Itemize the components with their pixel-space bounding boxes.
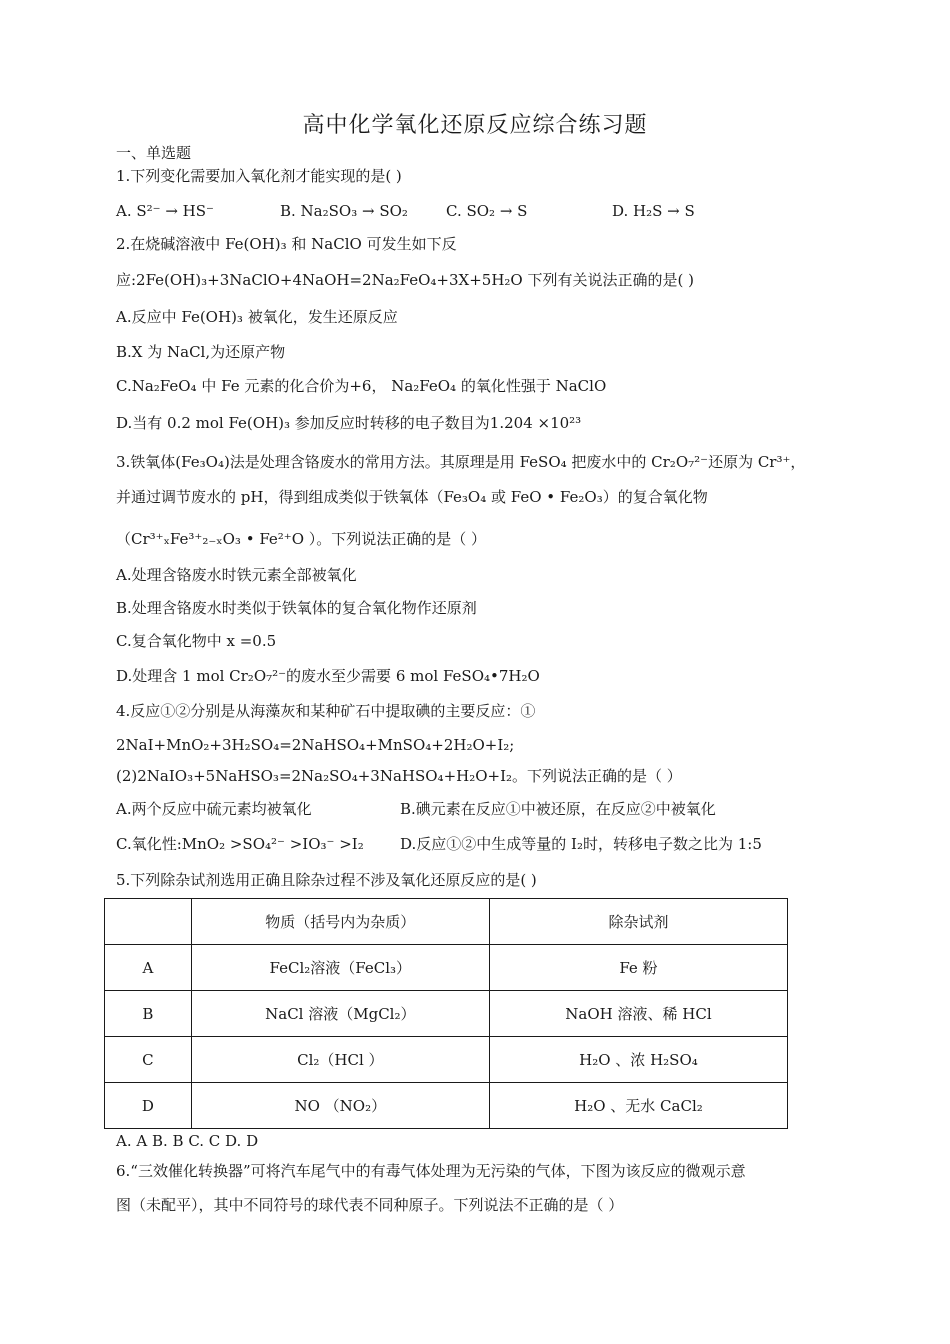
table-cell: Cl₂（HCl ） <box>191 1037 489 1083</box>
q5-stem: 5.下列除杂试剂选用正确且除杂过程不涉及氧化还原反应的是( ) <box>116 871 537 889</box>
table-header-cell: 物质（括号内为杂质） <box>191 899 489 945</box>
table-row <box>105 991 788 1037</box>
q1-option-a: A. S²⁻ → HS⁻ <box>116 202 214 220</box>
q3-stem-line3: （Cr³⁺ₓFe³⁺₂₋ₓO₃ • Fe²⁺O ）。下列说法正确的是（ ） <box>116 530 487 548</box>
table-header-row <box>105 899 788 945</box>
q4-stem-line2: 2NaI+MnO₂+3H₂SO₄=2NaHSO₄+MnSO₄+2H₂O+I₂; <box>116 736 515 754</box>
table-cell: H₂O 、无水 CaCl₂ <box>489 1083 787 1129</box>
page-title: 高中化学氧化还原反应综合练习题 <box>302 113 648 138</box>
q2-stem-line2: 应:2Fe(OH)₃+3NaClO+4NaOH=2Na₂FeO₄+3X+5H₂O 下列有关说法正确的是( ) <box>116 271 694 289</box>
q3-stem-line2: 并通过调节废水的 pH，得到组成类似于铁氧体（Fe₃O₄ 或 FeO • Fe₂O₃）的复合氧化物 <box>116 488 708 506</box>
q6-stem-line2: 图（未配平），其中不同符号的球代表不同种原子。下列说法不正确的是（ ） <box>116 1196 624 1214</box>
table-cell: H₂O 、浓 H₂SO₄ <box>489 1037 787 1083</box>
q1-option-d: D. H₂S → S <box>612 202 695 220</box>
table-cell: B <box>105 991 192 1037</box>
table-row <box>105 1083 788 1129</box>
table-cell: C <box>105 1037 192 1083</box>
q3-option-d: D.处理含 1 mol Cr₂O₇²⁻的废水至少需要 6 mol FeSO₄•7H₂O <box>116 667 540 685</box>
table-cell: NO （NO₂） <box>191 1083 489 1129</box>
q4-stem-line3: (2)2NaIO₃+5NaHSO₃=2Na₂SO₄+3NaHSO₄+H₂O+I₂。下列说法正确的是（ ） <box>116 767 682 785</box>
q6-stem-line1: 6.“三效催化转换器”可将汽车尾气中的有毒气体处理为无污染的气体，下图为该反应的微观示意 <box>116 1162 746 1180</box>
table-cell: D <box>105 1083 192 1129</box>
table-cell: NaCl 溶液（MgCl₂） <box>191 991 489 1037</box>
q1-stem: 1.下列变化需要加入氧化剂才能实现的是( ) <box>116 167 402 185</box>
q4-option-d: D.反应①②中生成等量的 I₂时，转移电子数之比为 1:5 <box>400 835 762 853</box>
table-row <box>105 945 788 991</box>
q4-option-a: A.两个反应中硫元素均被氧化 <box>116 800 312 818</box>
table-cell: A <box>105 945 192 991</box>
table-cell: NaOH 溶液、稀 HCl <box>489 991 787 1037</box>
table-header-cell <box>105 899 192 945</box>
q5-answer-options: A. A B. B C. C D. D <box>116 1132 259 1150</box>
q3-option-a: A.处理含铬废水时铁元素全部被氧化 <box>116 566 357 584</box>
table-row <box>105 1037 788 1083</box>
table-cell: Fe 粉 <box>489 945 787 991</box>
q3-stem-line1: 3.铁氧体(Fe₃O₄)法是处理含铬废水的常用方法。其原理是用 FeSO₄ 把废水中的 Cr₂O₇²⁻还原为 Cr³⁺， <box>116 453 806 471</box>
q3-option-c: C.复合氧化物中 x =0.5 <box>116 632 277 650</box>
table-header-cell: 除杂试剂 <box>489 899 787 945</box>
q5-table <box>104 898 788 1129</box>
q2-option-c: C.Na₂FeO₄ 中 Fe 元素的化合价为+6， Na₂FeO₄ 的氧化性强于 NaClO <box>116 377 607 395</box>
q2-option-a: A.反应中 Fe(OH)₃ 被氧化，发生还原反应 <box>116 308 398 326</box>
q4-stem-line1: 4.反应①②分别是从海藻灰和某种矿石中提取碘的主要反应：① <box>116 702 536 720</box>
table-cell: FeCl₂溶液（FeCl₃） <box>191 945 489 991</box>
q1-option-c: C. SO₂ → S <box>446 202 528 220</box>
q2-option-b: B.X 为 NaCl,为还原产物 <box>116 343 286 361</box>
q2-option-d: D.当有 0.2 mol Fe(OH)₃ 参加反应时转移的电子数目为1.204 ×10²³ <box>116 414 582 432</box>
q4-option-b: B.碘元素在反应①中被还原，在反应②中被氧化 <box>400 800 716 818</box>
section-heading: 一、单选题 <box>116 144 192 162</box>
q1-option-b: B. Na₂SO₃ → SO₂ <box>280 202 408 220</box>
q2-stem-line1: 2.在烧碱溶液中 Fe(OH)₃ 和 NaClO 可发生如下反 <box>116 235 457 253</box>
q3-option-b: B.处理含铬废水时类似于铁氧体的复合氧化物作还原剂 <box>116 599 477 617</box>
q4-option-c: C.氧化性:MnO₂ >SO₄²⁻ >IO₃⁻ >I₂ <box>116 835 364 853</box>
